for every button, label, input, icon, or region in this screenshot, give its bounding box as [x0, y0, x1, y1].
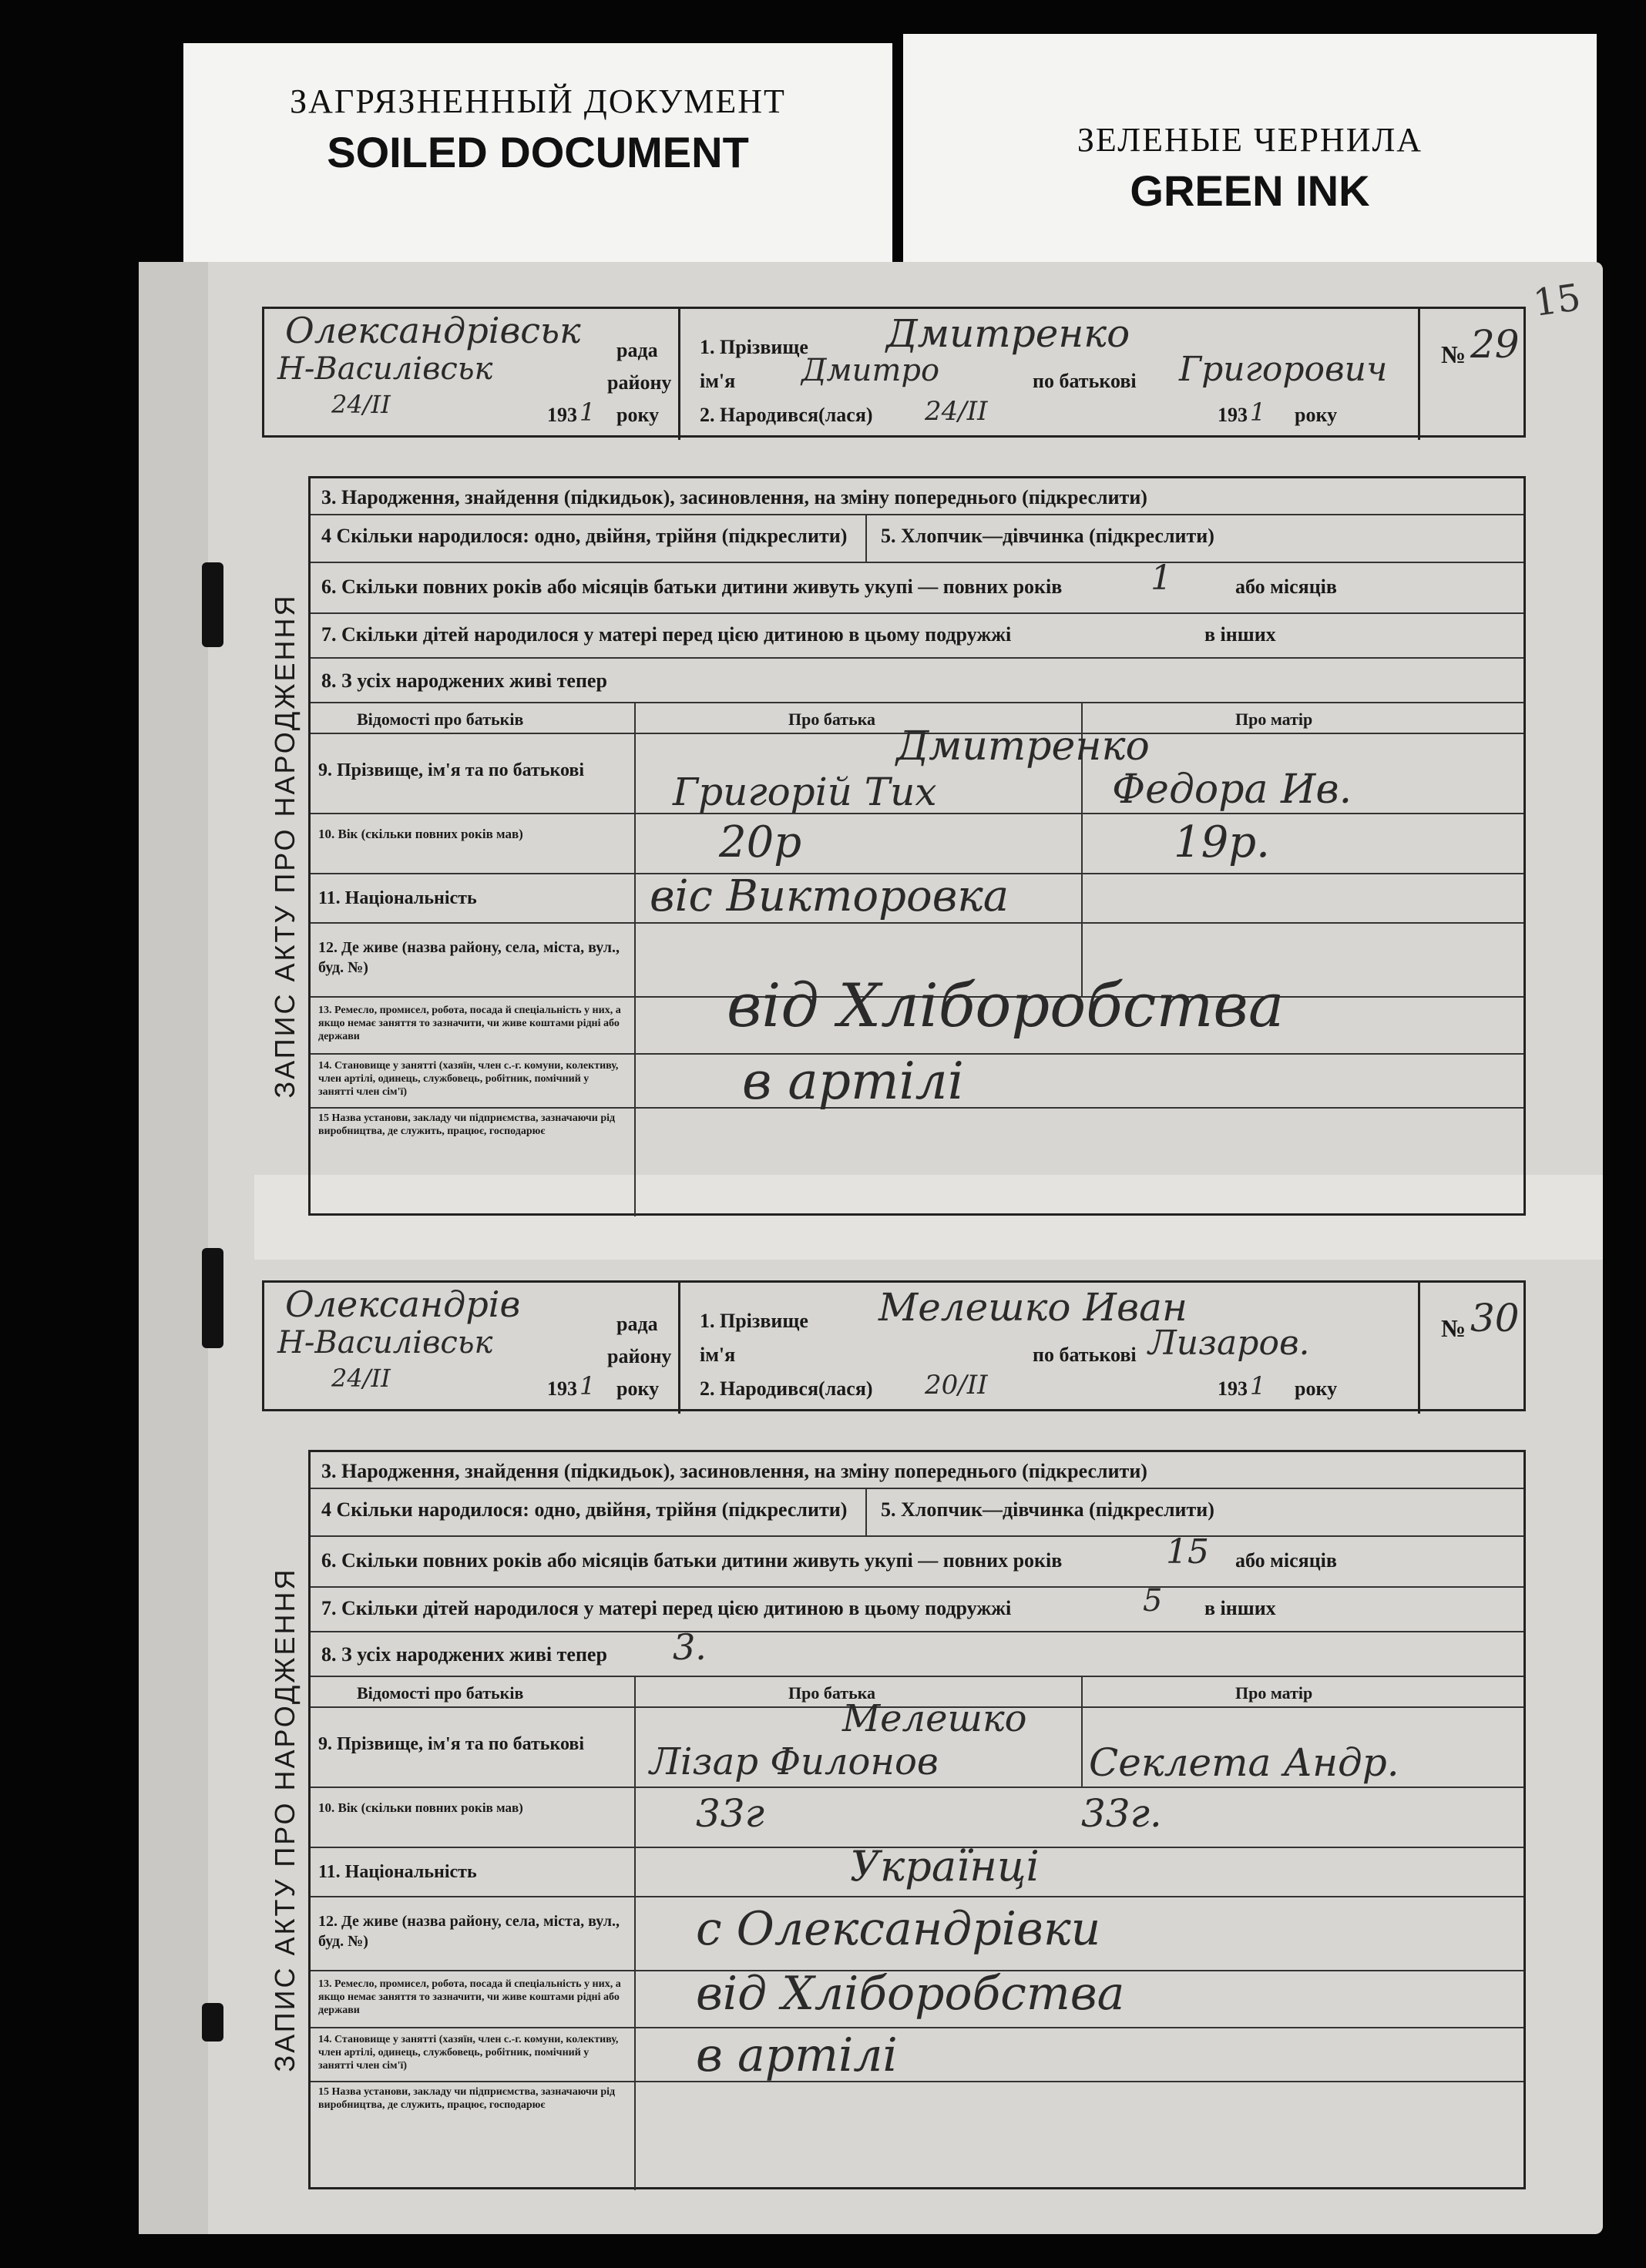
rada-value: Олександрівськ [285, 310, 581, 351]
page-number: 15 [1530, 276, 1584, 325]
green-ink-label [903, 34, 1597, 265]
field-11: 11. Національність [318, 1862, 477, 1882]
born-roku: року [1295, 404, 1338, 426]
rayon-label: району [607, 371, 672, 394]
occupation-value: від Хліборобства [696, 1967, 1125, 2021]
field-14: 14. Становище у занятті (хазяїн, член с.-г. комуни, колективу, член артілі, одинець, службовець, робітник, помічний у занятті член сім'ї) [318, 2034, 619, 2072]
born-year-digit: 1 [1250, 398, 1266, 427]
nationality-value: Українці [850, 1842, 1040, 1891]
field-13: 13. Ремесло, промисел, робота, посада й спеціальність у них, а якщо немає заняття то зазначити, чи живе коштами рідні або держави [318, 1005, 621, 1042]
rayon-value: Н-Василівськ [277, 1325, 493, 1360]
record-body [308, 476, 1526, 1216]
field-9: 9. Прізвище, ім'я та по батькові [318, 1734, 585, 1754]
field-6: 6. Скільки повних років або місяців батьки дитини живуть укупі — повних років [321, 1549, 1063, 1572]
field-8: 8. З усіх народжених живі тепер [321, 1643, 607, 1666]
soiled-label-en: SOILED DOCUMENT [327, 128, 749, 176]
year-prefix: 193 [547, 404, 577, 426]
name-value: Дмитро [801, 353, 940, 388]
field-3: 3. Народження, знайдення (підкидьок), засиновлення, на зміну попереднього (підкреслити) [321, 1460, 1147, 1482]
born-roku: року [1295, 1377, 1338, 1400]
born-value: 24/II [925, 396, 988, 427]
field-14: 14. Становище у занятті (хазяїн, член с.-г. комуни, колективу, член артілі, одинець, службовець, робітник, помічний у занятті член сім'ї) [318, 1060, 619, 1098]
field-6-months: або місяців [1235, 1549, 1337, 1572]
side-title: ЗАПИС АКТУ ПРО НАРОДЖЕННЯ [269, 593, 301, 1099]
side-title-cell [262, 476, 308, 1216]
surname-value: Мелешко Иван [878, 1285, 1187, 1330]
rada-label: рада [616, 339, 658, 361]
year-prefix: 193 [547, 1377, 577, 1400]
rada-value: Олександрів [285, 1283, 521, 1325]
field-3: 3. Народження, знайдення (підкидьок), засиновлення, на зміну попереднього (підкреслити) [321, 486, 1147, 508]
number-label: № [1441, 1314, 1466, 1342]
surname-value: Дмитренко [886, 311, 1130, 356]
side-title-cell [262, 1450, 308, 2189]
field-12: 12. Де живе (назва району, села, міста, вул., буд. №) [318, 1913, 620, 1950]
field-7-other: в інших [1204, 623, 1276, 646]
roku-label: року [616, 404, 660, 426]
record-body [308, 1450, 1526, 2189]
date-value: 24/II [331, 1364, 391, 1393]
mother-name: Секлета Андр. [1089, 1740, 1399, 1785]
rada-label: рада [616, 1313, 658, 1335]
born-label: 2. Народився(лася) [700, 404, 873, 426]
field-10: 10. Вік (скільки повних років мав) [318, 827, 523, 841]
alive-now-value: 3. [673, 1626, 707, 1668]
position-value: в артілі [696, 2028, 898, 2082]
father-age: 33г [696, 1791, 764, 1836]
patronymic-value: Григорович [1179, 350, 1388, 389]
patronymic-label: по батькові [1033, 370, 1137, 392]
mother-age: 19р. [1174, 817, 1270, 867]
nationality-value: віс Викторовка [650, 871, 1009, 921]
col-father: Про батька [788, 710, 876, 729]
father-name: Лізар Филонов [650, 1740, 939, 1783]
field-4: 4 Скільки народилося: одно, двійня, трійня (підкреслити) [321, 1498, 848, 1521]
field-15: 15 Назва установи, закладу чи підприємства, зазначаючи рід виробництва, де служить, працює, господарює [318, 1112, 616, 1137]
binding-hole [202, 1248, 223, 1348]
green-label-ru: ЗЕЛЕНЫЕ ЧЕРНИЛА [1077, 121, 1423, 159]
name-label: ім'я [700, 370, 736, 392]
patronymic-label: по батькові [1033, 1344, 1137, 1366]
father-surname: Дмитренко [896, 723, 1150, 770]
field-7: 7. Скільки дітей народилося у матері перед цією дитиною в цьому подружжі [321, 1597, 1012, 1619]
field-11: 11. Національність [318, 888, 477, 908]
green-label-en: GREEN INK [1130, 166, 1370, 215]
year-digit: 1 [579, 1371, 596, 1401]
mother-name: Федора Ив. [1112, 767, 1352, 813]
field-8: 8. З усіх народжених живі тепер [321, 669, 607, 692]
field-12: 12. Де живе (назва району, села, міста, вул., буд. №) [318, 939, 620, 976]
born-value: 20/II [925, 1370, 988, 1401]
mother-age: 33г. [1081, 1791, 1162, 1836]
position-value: в артілі [742, 1052, 964, 1111]
col-parents: Відомості про батьків [357, 710, 524, 729]
occupation-value: від Хліборобства [727, 971, 1285, 1041]
field-6: 6. Скільки повних років або місяців батьки дитини живуть укупі — повних років [321, 575, 1063, 598]
name-label: ім'я [700, 1344, 736, 1366]
father-name: Григорій Тих [673, 770, 937, 814]
field-9: 9. Прізвище, ім'я та по батькові [318, 760, 585, 780]
rayon-label: району [607, 1345, 672, 1367]
father-age: 20р [719, 817, 802, 867]
field-5: 5. Хлопчик—дівчинка (підкреслити) [881, 525, 1214, 547]
soiled-label-ru: ЗАГРЯЗНЕННЫЙ ДОКУМЕНТ [290, 82, 786, 120]
patronymic-value: Лизаров. [1148, 1324, 1310, 1363]
born-label: 2. Народився(лася) [700, 1377, 873, 1400]
field-7-other: в інших [1204, 1597, 1276, 1619]
number-label: № [1441, 341, 1466, 368]
field-15: 15 Назва установи, закладу чи підприємства, зазначаючи рід виробництва, де служить, працює, господарює [318, 2086, 616, 2111]
binding-hole [202, 2003, 223, 2042]
children-before-value: 5 [1143, 1583, 1163, 1619]
page-edge [139, 262, 208, 2234]
col-father: Про батька [788, 1683, 876, 1703]
years-together-value: 1 [1151, 559, 1172, 598]
col-mother: Про матір [1235, 1683, 1313, 1703]
years-together-value: 15 [1166, 1532, 1209, 1572]
born-year-prefix: 193 [1218, 404, 1248, 426]
father-surname: Мелешко [842, 1697, 1027, 1740]
number-value: 30 [1470, 1296, 1520, 1340]
surname-label: 1. Прізвище [700, 336, 808, 358]
residence-value: с Олександрівки [696, 1902, 1101, 1956]
roku-label: року [616, 1377, 660, 1400]
date-value: 24/II [331, 390, 391, 419]
field-10: 10. Вік (скільки повних років мав) [318, 1800, 523, 1815]
binding-hole [202, 562, 223, 647]
field-7: 7. Скільки дітей народилося у матері перед цією дитиною в цьому подружжі [321, 623, 1012, 646]
birth-record-2 [262, 1280, 1526, 2220]
number-value: 29 [1470, 322, 1520, 367]
side-title: ЗАПИС АКТУ ПРО НАРОДЖЕННЯ [269, 1567, 301, 2072]
rayon-value: Н-Василівськ [277, 351, 493, 387]
born-year-digit: 1 [1250, 1371, 1266, 1401]
soiled-document-label [183, 43, 892, 267]
year-digit: 1 [579, 398, 596, 427]
born-year-prefix: 193 [1218, 1377, 1248, 1400]
field-4: 4 Скільки народилося: одно, двійня, трійня (підкреслити) [321, 525, 848, 547]
col-mother: Про матір [1235, 710, 1313, 729]
field-13: 13. Ремесло, промисел, робота, посада й спеціальність у них, а якщо немає заняття то зазначити, чи живе коштами рідні або держави [318, 1978, 621, 2016]
field-6-months: або місяців [1235, 575, 1337, 598]
field-5: 5. Хлопчик—дівчинка (підкреслити) [881, 1498, 1214, 1521]
col-parents: Відомості про батьків [357, 1683, 524, 1703]
birth-record-1 [262, 307, 1526, 1231]
surname-label: 1. Прізвище [700, 1310, 808, 1332]
